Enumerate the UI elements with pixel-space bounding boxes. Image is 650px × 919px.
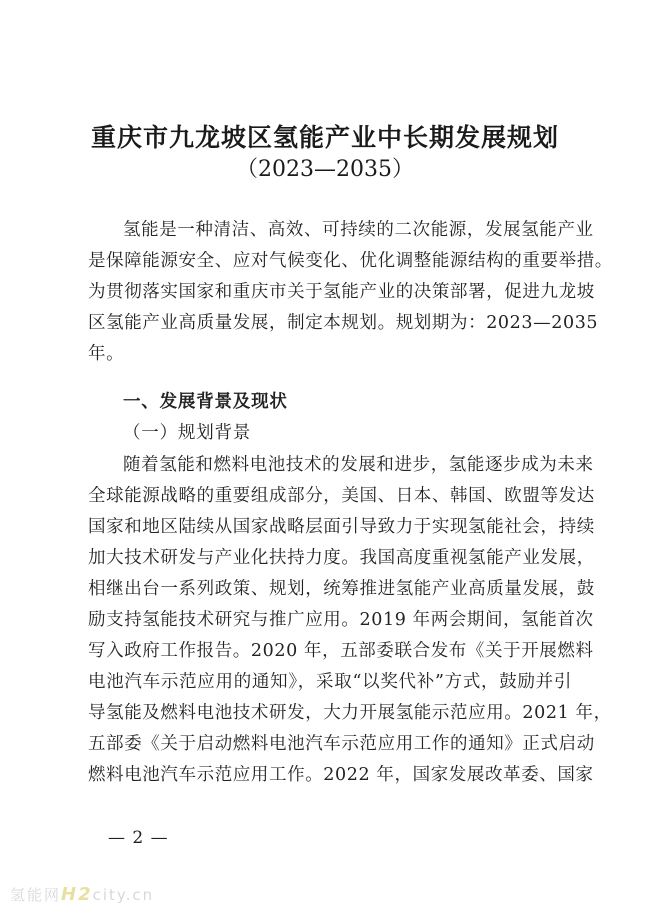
intro-line: 是保障能源安全、应对气候变化、优化调整能源结构的重要举措。 — [88, 251, 613, 271]
page-number: — 2 — — [108, 828, 169, 848]
background-line: 电池汽车示范应用的通知》，采取“以奖代补”方式，鼓励并引 — [88, 672, 572, 692]
intro-line: 氢能是一种清洁、高效、可持续的二次能源，发展氢能产业 — [123, 220, 594, 240]
background-line: 励支持氢能技术研究与推广应用。2019 年两会期间，氢能首次 — [88, 610, 594, 630]
background-line: 全球能源战略的重要组成部分，美国、日本、韩国、欧盟等发达 — [88, 486, 595, 506]
site-watermark — [10, 884, 154, 905]
watermark-text-right: city.cn — [92, 886, 155, 904]
document-title: 重庆市九龙坡区氢能产业中长期发展规划 — [90, 123, 559, 152]
background-line: 写入政府工作报告。2020 年，五部委联合发布《关于开展燃料 — [88, 641, 594, 661]
background-line: 五部委《关于启动燃料电池汽车示范应用工作的通知》正式启动 — [88, 734, 595, 754]
background-line: 导氢能及燃料电池技术研发，大力开展氢能示范应用。2021 年， — [88, 703, 612, 723]
background-line: 随着氢能和燃料电池技术的发展和进步，氢能逐步成为未来 — [123, 455, 594, 475]
intro-line: 为贯彻落实国家和重庆市关于氢能产业的决策部署，促进九龙坡 — [88, 282, 595, 302]
background-line: 加大技术研发与产业化扶持力度。我国高度重视氢能产业发展， — [88, 548, 595, 568]
background-paragraph — [88, 450, 612, 791]
document-subtitle: （2023—2035） — [236, 157, 414, 182]
background-line: 国家和地区陆续从国家战略层面引导致力于实现氢能社会，持续 — [88, 517, 595, 537]
background-line: 相继出台一系列政策、规划，统筹推进氢能产业高质量发展，鼓 — [88, 579, 595, 599]
watermark-h2-logo: H2 — [61, 884, 93, 905]
intro-line: 区氢能产业高质量发展，制定本规划。规划期为：2023—2035 — [88, 313, 599, 333]
intro-line: 年。 — [88, 344, 125, 364]
watermark-text-left: 氢能网 — [10, 886, 62, 904]
section-heading: 一、发展背景及现状 — [123, 392, 288, 412]
background-line: 燃料电池汽车示范应用工作。2022 年，国家发展改革委、国家 — [88, 765, 594, 785]
intro-paragraph — [88, 215, 613, 370]
subsection-heading: （一）规划背景 — [123, 423, 252, 443]
